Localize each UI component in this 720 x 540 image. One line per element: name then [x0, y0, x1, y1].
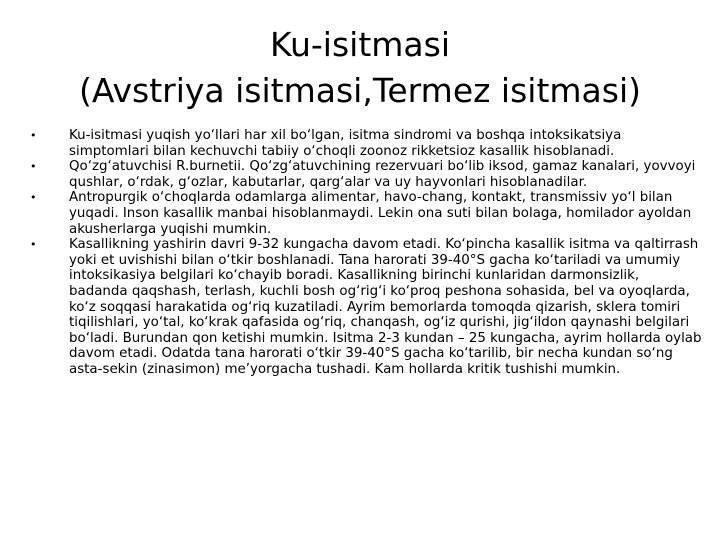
- bullet-dot-icon: •: [30, 160, 37, 174]
- slide-title: [40, 22, 680, 114]
- bullet-text: Qo‘zg‘atuvchisi R.burnetii. Qo‘zg‘atuvchining rezervuari bo‘lib iksod, gamaz kanalari, yovvoyi qushlar, o‘rdak, g‘ozlar, kabutarlar, qarg‘alar va uy hayvonlari hisoblanadilar.: [69, 159, 696, 190]
- title-line-1: Ku-isitmasi: [269, 25, 451, 64]
- bullet-item-2: [26, 159, 702, 190]
- bullet-item-3: [26, 190, 702, 237]
- bullet-text: Kasallikning yashirin davri 9-32 kungacha davom etadi. Ko‘pincha kasallik isitma va qaltirrash yoki et uvishishi bilan o‘tkir boshlanadi. Tana harorati 39-40°S gacha ko‘tariladi va umumiy intoksikasiya belgilari ko‘chayib boradi. Kasallikning birinchi kunlaridan darmonsizlik, badanda qaqshash, terlash, kuchli bosh og‘rig‘i ko‘proq peshona sohasida, bel va oyoqlarda, ko‘z soqqasi harakatida og‘riq kuzatiladi. Ayrim bemorlarda tomoqda qizarish, sklera tomiri tiqilishlari, yo‘tal, ko‘krak qafasida og‘riq, chanqash, og‘iz qurishi, jig‘ildon qaynashi belgilari bo‘ladi. Burundan qon ketishi mumkin. Isitma 2-3 kundan – 25 kungacha, ayrim hollarda oylab davom etadi. Odatda tana harorati o‘tkir 39-40°S gacha ko‘tarilib, bir necha kundan so‘ng asta-sekin (zinasimon) me’yorgacha tushadi. Kam hollarda kritik tushishi mumkin.: [69, 237, 702, 377]
- bullet-item-4: [26, 237, 702, 377]
- title-line-2: (Avstriya isitmasi,Termez isitmasi): [78, 71, 641, 110]
- bullet-text: Ku-isitmasi yuqish yo‘llari har xil bo‘lgan, isitma sindromi va boshqa intoksikatsiya simptomlari bilan kechuvchi tabiiy o‘choqli zoonoz rikketsioz kasallik hisoblanadi.: [69, 128, 622, 159]
- bullet-item-1: [26, 128, 702, 159]
- bullet-list: [26, 128, 702, 378]
- bullet-dot-icon: •: [30, 129, 37, 142]
- bullet-text: Antropurgik o‘choqlarda odamlarga alimentar, havo-chang, kontakt, transmissiv yo‘l bilan yuqadi. Inson kasallik manbai hisoblanmaydi. Lekin ona suti bilan bolaga, homilador ayoldan akusherlarga yuqishi mumkin.: [69, 190, 692, 237]
- bullet-dot-icon: •: [30, 238, 37, 252]
- bullet-dot-icon: •: [30, 191, 37, 205]
